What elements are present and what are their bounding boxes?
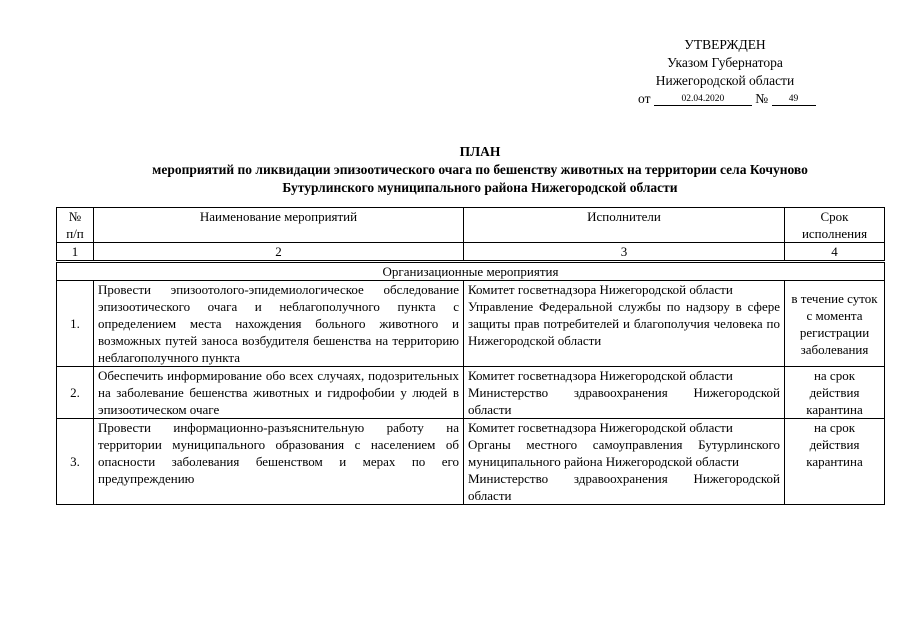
header-num: № п/п [57, 208, 94, 243]
approval-date: 02.04.2020 [654, 93, 752, 106]
table-row [57, 419, 885, 505]
executor: Комитет госветнадзора Нижегородской области [468, 420, 733, 435]
plan-subtitle-line-1: мероприятий по ликвидации эпизоотического очага по бешенству животных на территории села Кочуново [152, 162, 808, 177]
executor: Комитет госветнадзора Нижегородской области [468, 282, 733, 297]
executor: Органы местного самоуправления Бутурлинского муниципального района Нижегородской области [468, 437, 780, 469]
header-name: Наименование мероприятий [94, 208, 464, 243]
row-name: Провести эпизоотолого-эпидемиологическое обследование эпизоотического очага и неблагополучного пункта с определением места нахождения больного животного и возможных путей заноса возбудителя бешенства на территорию неблагополучного пункта [94, 281, 464, 367]
column-number-row [57, 243, 885, 262]
approval-block [600, 36, 850, 108]
plan-title-block [40, 143, 905, 197]
row-executors [464, 281, 785, 367]
row-num: 3. [57, 419, 94, 505]
approval-number: 49 [772, 93, 816, 106]
col-number-2: 2 [94, 243, 464, 262]
row-executors [464, 419, 785, 505]
header-term: Срок исполнения [785, 208, 885, 243]
col-number-4: 4 [785, 243, 885, 262]
row-num: 2. [57, 367, 94, 419]
approval-date-number-line [600, 90, 850, 108]
row-name: Провести информационно-разъяснительную работу на территории муниципального образования с населением об опасности заболевания бешенством и мерах по его предупреждению [94, 419, 464, 505]
col-number-3: 3 [464, 243, 785, 262]
approval-number-label: № [755, 91, 769, 106]
section-row [57, 262, 885, 281]
table-header-row [57, 208, 885, 243]
executor: Комитет госветнадзора Нижегородской области [468, 368, 733, 383]
approval-from-label: от [638, 91, 651, 106]
plan-subtitle-line-2: Бутурлинского муниципального района Нижегородской области [282, 180, 678, 195]
row-executors [464, 367, 785, 419]
section-title: Организационные мероприятия [57, 262, 885, 281]
row-term: на срок действия карантина [785, 419, 885, 505]
executor: Министерство здравоохранения Нижегородской области [468, 385, 780, 417]
row-term: на срок действия карантина [785, 367, 885, 419]
plan-heading: ПЛАН [459, 144, 501, 159]
table-row [57, 367, 885, 419]
row-num: 1. [57, 281, 94, 367]
header-executors: Исполнители [464, 208, 785, 243]
approval-title: УТВЕРЖДЕН [684, 37, 766, 52]
plan-table [56, 207, 885, 505]
approval-line-1: Указом Губернатора [667, 55, 783, 70]
table-row [57, 281, 885, 367]
col-number-1: 1 [57, 243, 94, 262]
executor: Управление Федеральной службы по надзору в сфере защиты прав потребителей и благополучия человека по Нижегородской области [468, 299, 780, 348]
row-name: Обеспечить информирование обо всех случаях, подозрительных на заболевание бешенства животных и гидрофобии у людей в эпизоотическом очаге [94, 367, 464, 419]
executor: Министерство здравоохранения Нижегородской области [468, 471, 780, 503]
approval-line-2: Нижегородской области [655, 73, 795, 88]
row-term: в течение суток с момента регистрации заболевания [785, 281, 885, 367]
